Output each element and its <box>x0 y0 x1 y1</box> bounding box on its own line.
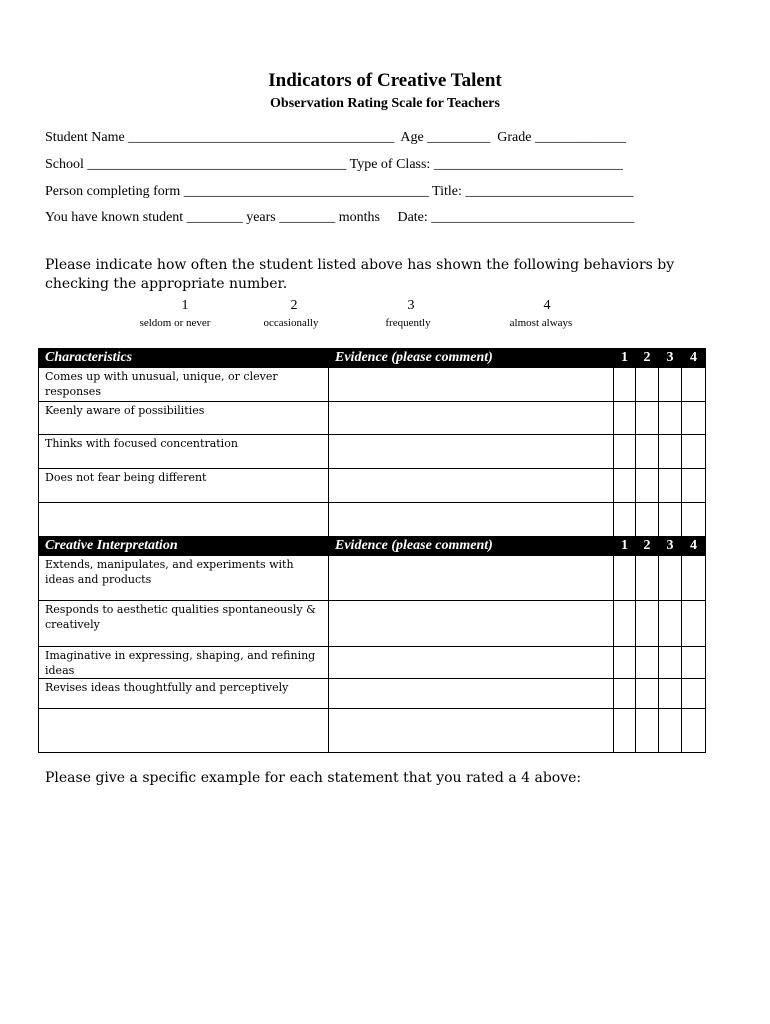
known-duration-date-line[interactable]: You have known student ________ years ________ months Date: _____________________________ <box>45 210 635 225</box>
rating-cell-3[interactable] <box>659 679 682 709</box>
rating-cell-4[interactable] <box>682 601 706 647</box>
rating-header-4: 4 <box>682 537 706 556</box>
table-row <box>39 709 706 753</box>
characteristic-label: Imaginative in expressing, shaping, and refining ideas <box>39 647 329 679</box>
rating-cell-4[interactable] <box>682 469 706 503</box>
evidence-cell[interactable] <box>329 679 614 709</box>
scale-label-4: almost always <box>509 317 573 329</box>
rating-cell-4[interactable] <box>682 647 706 679</box>
characteristic-label: Extends, manipulates, and experiments with ideas and products <box>39 556 329 601</box>
evidence-cell[interactable] <box>329 503 614 537</box>
characteristics-table <box>38 348 706 537</box>
rating-cell-3[interactable] <box>659 709 682 753</box>
rating-header-1: 1 <box>614 349 636 368</box>
creative-interpretation-header-row <box>39 537 706 556</box>
creative-interpretation-table <box>38 536 706 753</box>
rating-cell-2[interactable] <box>636 556 659 601</box>
scale-label-1: seldom or never <box>139 317 211 329</box>
characteristic-label: Comes up with unusual, unique, or clever responses <box>39 368 329 402</box>
rating-cell-1[interactable] <box>614 435 636 469</box>
table-row <box>39 503 706 537</box>
rating-header-2: 2 <box>636 537 659 556</box>
rating-cell-1[interactable] <box>614 709 636 753</box>
rating-cell-4[interactable] <box>682 435 706 469</box>
rating-cell-1[interactable] <box>614 503 636 537</box>
rating-cell-1[interactable] <box>614 402 636 435</box>
table-row <box>39 679 706 709</box>
rating-cell-3[interactable] <box>659 368 682 402</box>
characteristic-label[interactable] <box>39 503 329 537</box>
rating-cell-2[interactable] <box>636 402 659 435</box>
rating-cell-1[interactable] <box>614 368 636 402</box>
table-row <box>39 556 706 601</box>
instructions-text: Please indicate how often the student listed above has shown the following behaviors by checking the appropriate number. <box>45 257 675 292</box>
scale-label-2: occasionally <box>263 317 319 329</box>
characteristics-header-row <box>39 349 706 368</box>
rating-cell-2[interactable] <box>636 469 659 503</box>
characteristic-label[interactable] <box>39 709 329 753</box>
characteristic-label: Revises ideas thoughtfully and perceptively <box>39 679 329 709</box>
rating-cell-4[interactable] <box>682 503 706 537</box>
rating-header-4: 4 <box>682 349 706 368</box>
characteristic-label: Responds to aesthetic qualities spontaneously & creatively <box>39 601 329 647</box>
rating-cell-3[interactable] <box>659 402 682 435</box>
rating-cell-4[interactable] <box>682 402 706 435</box>
rating-header-3: 3 <box>659 349 682 368</box>
creative-interpretation-heading: Creative Interpretation <box>39 537 329 556</box>
table-row <box>39 402 706 435</box>
evidence-heading: Evidence (please comment) <box>329 537 614 556</box>
scale-number-1: 1 <box>181 298 189 313</box>
rating-cell-4[interactable] <box>682 556 706 601</box>
rating-cell-1[interactable] <box>614 679 636 709</box>
rating-cell-1[interactable] <box>614 469 636 503</box>
rating-cell-2[interactable] <box>636 709 659 753</box>
rating-cell-1[interactable] <box>614 556 636 601</box>
evidence-heading: Evidence (please comment) <box>329 349 614 368</box>
closing-prompt: Please give a specific example for each statement that you rated a 4 above: <box>45 770 582 786</box>
table-row <box>39 647 706 679</box>
evidence-cell[interactable] <box>329 402 614 435</box>
rating-cell-2[interactable] <box>636 647 659 679</box>
table-row <box>39 469 706 503</box>
rating-cell-3[interactable] <box>659 469 682 503</box>
rating-header-2: 2 <box>636 349 659 368</box>
characteristic-label: Keenly aware of possibilities <box>39 402 329 435</box>
rating-header-1: 1 <box>614 537 636 556</box>
rating-cell-3[interactable] <box>659 601 682 647</box>
evidence-cell[interactable] <box>329 556 614 601</box>
rating-cell-3[interactable] <box>659 647 682 679</box>
rating-cell-3[interactable] <box>659 556 682 601</box>
scale-number-3: 3 <box>407 298 415 313</box>
characteristic-label: Does not fear being different <box>39 469 329 503</box>
rating-cell-2[interactable] <box>636 435 659 469</box>
rating-cell-3[interactable] <box>659 435 682 469</box>
rating-cell-3[interactable] <box>659 503 682 537</box>
scale-number-4: 4 <box>543 298 551 313</box>
evidence-cell[interactable] <box>329 368 614 402</box>
rating-cell-2[interactable] <box>636 503 659 537</box>
evidence-cell[interactable] <box>329 601 614 647</box>
rating-cell-1[interactable] <box>614 647 636 679</box>
evidence-cell[interactable] <box>329 709 614 753</box>
student-name-age-grade-line[interactable]: Student Name ______________________________________ Age _________ Grade _____________ <box>45 130 626 145</box>
table-row <box>39 601 706 647</box>
evidence-cell[interactable] <box>329 469 614 503</box>
table-row <box>39 368 706 402</box>
characteristics-heading: Characteristics <box>39 349 329 368</box>
table-row <box>39 435 706 469</box>
form-subtitle: Observation Rating Scale for Teachers <box>270 96 500 111</box>
rating-cell-4[interactable] <box>682 709 706 753</box>
rating-cell-4[interactable] <box>682 368 706 402</box>
person-title-line[interactable]: Person completing form ___________________________________ Title: ________________________ <box>45 184 634 199</box>
rating-cell-1[interactable] <box>614 601 636 647</box>
form-title: Indicators of Creative Talent <box>268 70 502 91</box>
evidence-cell[interactable] <box>329 435 614 469</box>
rating-cell-4[interactable] <box>682 679 706 709</box>
scale-label-3: frequently <box>385 317 431 329</box>
rating-header-3: 3 <box>659 537 682 556</box>
scale-number-2: 2 <box>290 298 298 313</box>
school-class-line[interactable]: School _____________________________________ Type of Class: ___________________________ <box>45 157 623 172</box>
rating-cell-2[interactable] <box>636 601 659 647</box>
evidence-cell[interactable] <box>329 647 614 679</box>
rating-cell-2[interactable] <box>636 368 659 402</box>
rating-cell-2[interactable] <box>636 679 659 709</box>
characteristic-label: Thinks with focused concentration <box>39 435 329 469</box>
